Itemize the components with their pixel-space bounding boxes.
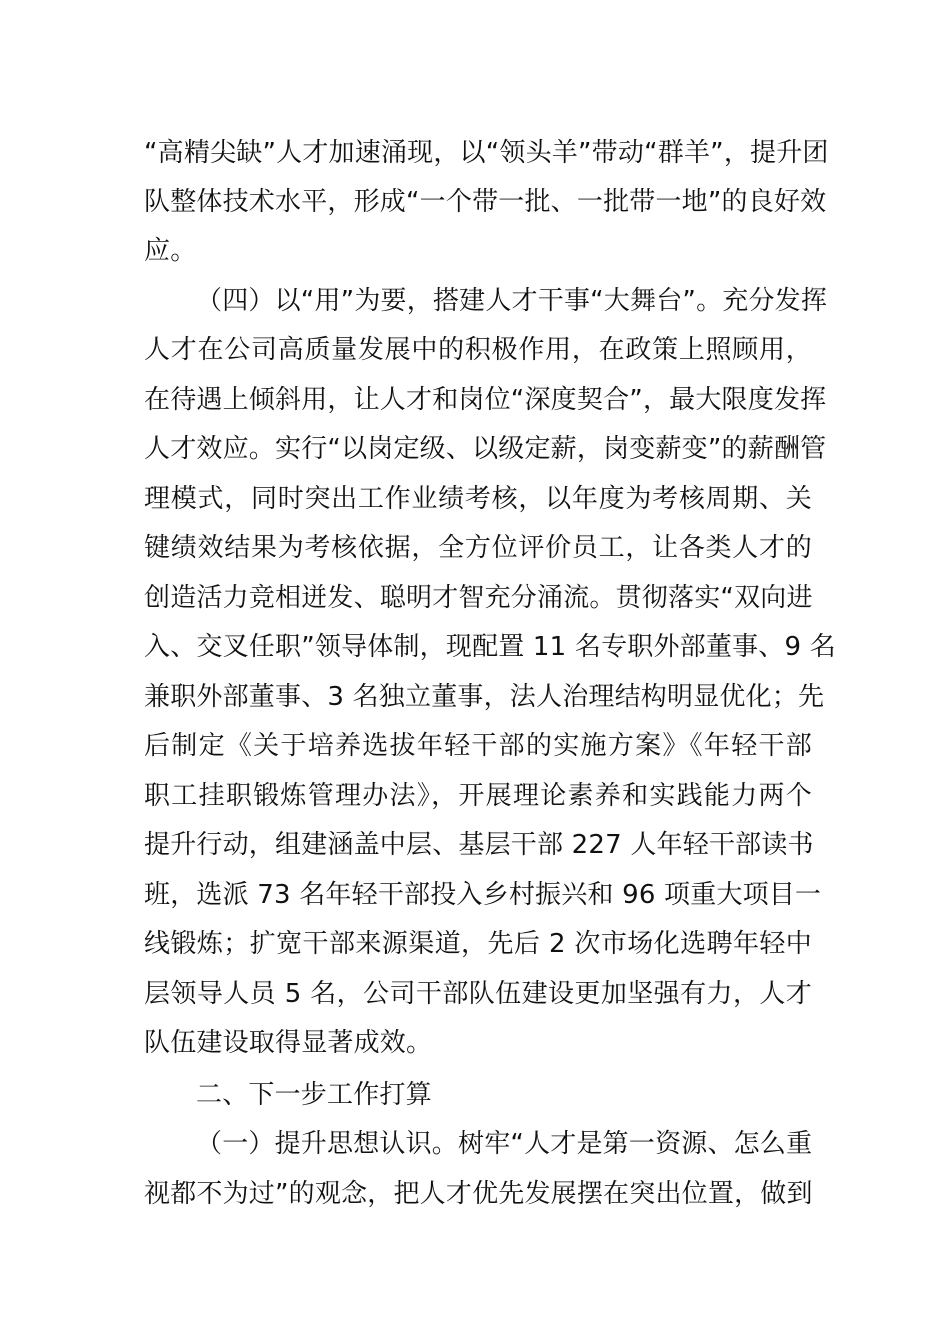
section-heading-4: （四）以“用”为要，搭建人才干事“大舞台”。充分发挥 xyxy=(196,286,828,316)
text-line: 提升行动，组建涵盖中层、基层干部 227 人年轻干部读书 xyxy=(144,830,814,860)
text-line: 班，选派 73 名年轻干部投入乡村振兴和 96 项重大项目一 xyxy=(144,880,822,910)
text-line: 后制定《关于培养选拔年轻干部的实施方案》《年轻干部 xyxy=(144,731,812,761)
text-line: 人才效应。实行“以岗定级、以级定薪，岗变薪变”的薪酬管 xyxy=(144,434,827,464)
text-line: 线锻炼；扩宽干部来源渠道，先后 2 次市场化选聘年轻中 xyxy=(144,929,812,959)
text-line: 职工挂职锻炼管理办法》，开展理论素养和实践能力两个 xyxy=(144,781,812,811)
text-line: 队整体技术水平，形成“一个带一批、一批带一地”的良好效 xyxy=(144,187,827,217)
text-line: 层领导人员 5 名，公司干部队伍建设更加坚强有力，人才 xyxy=(144,979,812,1009)
text-line: 入、交叉任职”领导体制，现配置 11 名专职外部董事、9 名 xyxy=(144,632,836,662)
text-line: 键绩效结果为考核依据，全方位评价员工，让各类人才的 xyxy=(144,533,812,563)
text-line: 视都不为过”的观念，把人才优先发展摆在突出位置，做到 xyxy=(144,1179,813,1209)
text-line: 兼职外部董事、3 名独立董事，法人治理结构明显优化；先 xyxy=(144,682,825,712)
text-line: 人才在公司高质量发展中的积极作用，在政策上照顾用， xyxy=(144,335,812,365)
text-line: 队伍建设取得显著成效。 xyxy=(144,1028,433,1058)
text-line: 创造活力竞相迸发、聪明才智充分涌流。贯彻落实“双向进 xyxy=(144,583,813,613)
text-line: 理模式，同时突出工作业绩考核，以年度为考核周期、关 xyxy=(144,484,812,514)
text-line: “高精尖缺”人才加速涌现，以“领头羊”带动“群羊”，提升团 xyxy=(144,138,829,168)
text-line: 应。 xyxy=(144,236,197,266)
section-heading-2: 二、下一步工作打算 xyxy=(196,1080,432,1110)
subsection-heading-1: （一）提升思想认识。树牢“人才是第一资源、怎么重 xyxy=(196,1129,813,1159)
text-line: 在待遇上倾斜用，让人才和岗位“深度契合”，最大限度发挥 xyxy=(144,385,827,415)
